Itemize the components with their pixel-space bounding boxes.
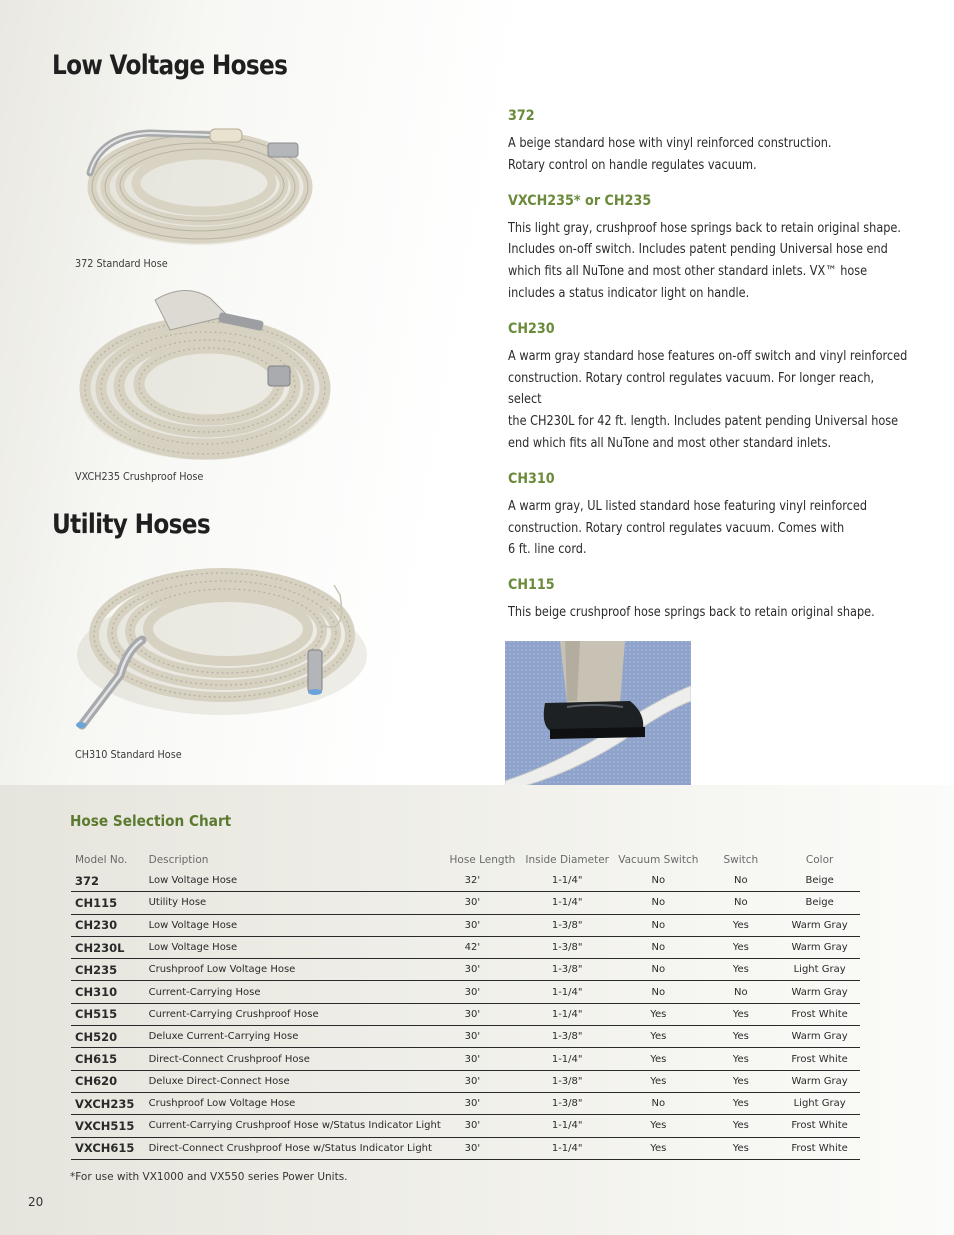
low-voltage-hoses-title: Low Voltage Hoses: [52, 50, 288, 81]
cell-description: Deluxe Current-Carrying Hose: [145, 1026, 445, 1048]
cell-description: Current-Carrying Crushproof Hose: [145, 1003, 445, 1025]
table-body: [71, 870, 860, 1159]
cell-hose-length: 30': [445, 1003, 520, 1025]
cell-switch: No: [702, 870, 779, 892]
cell-vacuum-switch: No: [614, 981, 702, 1003]
cell-color: Light Gray: [779, 959, 860, 981]
product-ch310: [508, 471, 918, 561]
table-row: [71, 1003, 860, 1025]
hose-372-photo: [70, 95, 320, 255]
table-row: [71, 959, 860, 981]
table-row: [71, 1115, 860, 1137]
cell-switch: Yes: [702, 1115, 779, 1137]
cell-vacuum-switch: No: [614, 1092, 702, 1114]
cell-vacuum-switch: Yes: [614, 1003, 702, 1025]
table-row: [71, 1092, 860, 1114]
table-row: [71, 981, 860, 1003]
cell-model: VXCH515: [71, 1115, 145, 1137]
table-row: [71, 1137, 860, 1159]
cell-color: Frost White: [779, 1115, 860, 1137]
product-description: A warm gray standard hose features on-off switch and vinyl reinforced construction. Rotary control regulates vacuum. For longer reach, select the CH230L for 42 ft. length. Includes patent pending Universal hose end which fits all NuTone and most other standard inlets.: [508, 348, 908, 451]
table-row: [71, 892, 860, 914]
cell-vacuum-switch: Yes: [614, 1070, 702, 1092]
cell-inside-diameter: 1-3/8": [520, 936, 614, 958]
product-description: A beige standard hose with vinyl reinforced construction. Rotary control on handle regulates vacuum.: [508, 136, 832, 173]
cell-switch: Yes: [702, 1003, 779, 1025]
cell-vacuum-switch: Yes: [614, 1137, 702, 1159]
cell-inside-diameter: 1-1/4": [520, 1048, 614, 1070]
product-372: [508, 108, 918, 177]
cell-color: Beige: [779, 870, 860, 892]
cell-description: Deluxe Direct-Connect Hose: [145, 1070, 445, 1092]
cell-hose-length: 30': [445, 1026, 520, 1048]
cell-switch: No: [702, 981, 779, 1003]
cell-inside-diameter: 1-3/8": [520, 959, 614, 981]
cell-description: Direct-Connect Crushproof Hose: [145, 1048, 445, 1070]
header-hose-length: Hose Length: [449, 854, 516, 866]
table-row: [71, 1026, 860, 1048]
cell-hose-length: 32': [445, 870, 520, 892]
table-row: [71, 1070, 860, 1092]
cell-hose-length: 42': [445, 936, 520, 958]
cell-color: Frost White: [779, 1137, 860, 1159]
cell-color: Beige: [779, 892, 860, 914]
cell-switch: Yes: [702, 1026, 779, 1048]
product-name: CH310: [508, 470, 555, 487]
cell-color: Frost White: [779, 1003, 860, 1025]
cell-model: CH230: [71, 914, 145, 936]
hose-ch310-photo: [72, 555, 377, 735]
table-row: [71, 870, 860, 892]
table-row: [71, 914, 860, 936]
hose-selection-table: [71, 850, 860, 1160]
cell-hose-length: 30': [445, 1115, 520, 1137]
product-description: This beige crushproof hose springs back to retain original shape.: [508, 605, 875, 621]
cell-switch: Yes: [702, 1048, 779, 1070]
product-description: This light gray, crushproof hose springs back to retain original shape. Includes on-off switch. Includes patent pending Universal hose end which fits all NuTone and most other standard inlets. VX™ hose includes a status indicator light on handle.: [508, 220, 901, 301]
cell-inside-diameter: 1-3/8": [520, 1092, 614, 1114]
cell-vacuum-switch: No: [614, 914, 702, 936]
cell-inside-diameter: 1-1/4": [520, 892, 614, 914]
cell-vacuum-switch: No: [614, 870, 702, 892]
cell-vacuum-switch: Yes: [614, 1026, 702, 1048]
cell-model: CH115: [71, 892, 145, 914]
table-header-row: [71, 850, 860, 870]
cell-inside-diameter: 1-1/4": [520, 981, 614, 1003]
cell-model: CH620: [71, 1070, 145, 1092]
header-inside-diameter: Inside Diameter: [525, 854, 609, 866]
cell-color: Frost White: [779, 1048, 860, 1070]
product-ch230: [508, 321, 918, 455]
cell-hose-length: 30': [445, 959, 520, 981]
cell-switch: No: [702, 892, 779, 914]
cell-description: Current-Carrying Hose: [145, 981, 445, 1003]
cell-inside-diameter: 1-1/4": [520, 1137, 614, 1159]
cell-hose-length: 30': [445, 1048, 520, 1070]
cell-switch: Yes: [702, 1070, 779, 1092]
cell-inside-diameter: 1-1/4": [520, 1003, 614, 1025]
cell-model: CH235: [71, 959, 145, 981]
hose-selection-chart-title: Hose Selection Chart: [70, 812, 232, 830]
cell-switch: Yes: [702, 1092, 779, 1114]
header-switch: Switch: [723, 854, 759, 866]
header-vacuum-switch: Vacuum Switch: [618, 854, 699, 866]
cell-model: VXCH235: [71, 1092, 145, 1114]
cell-model: CH515: [71, 1003, 145, 1025]
cell-vacuum-switch: Yes: [614, 1115, 702, 1137]
cell-vacuum-switch: No: [614, 892, 702, 914]
crushproof-demo-photo: [505, 641, 691, 786]
cell-hose-length: 30': [445, 1070, 520, 1092]
product-name: VXCH235* or CH235: [508, 192, 652, 209]
cell-description: Crushproof Low Voltage Hose: [145, 959, 445, 981]
cell-description: Direct-Connect Crushproof Hose w/Status Indicator Light: [145, 1137, 445, 1159]
cell-model: CH230L: [71, 936, 145, 958]
cell-color: Warm Gray: [779, 981, 860, 1003]
hose-vxch235-photo: [70, 280, 340, 470]
cell-description: Low Voltage Hose: [145, 870, 445, 892]
cell-model: 372: [71, 870, 145, 892]
cell-model: CH615: [71, 1048, 145, 1070]
cell-hose-length: 30': [445, 981, 520, 1003]
cell-vacuum-switch: Yes: [614, 1048, 702, 1070]
header-color: Color: [805, 854, 834, 866]
cell-switch: Yes: [702, 914, 779, 936]
product-description: A warm gray, UL listed standard hose featuring vinyl reinforced construction. Rotary control regulates vacuum. Comes with 6 ft. line cord.: [508, 498, 868, 558]
footnote: *For use with VX1000 and VX550 series Power Units.: [70, 1171, 348, 1183]
cell-hose-length: 30': [445, 892, 520, 914]
header-description: Description: [148, 854, 209, 866]
cell-inside-diameter: 1-1/4": [520, 1115, 614, 1137]
cell-description: Low Voltage Hose: [145, 914, 445, 936]
table-row: [71, 936, 860, 958]
product-name: CH230: [508, 320, 555, 337]
hose-372-caption: 372 Standard Hose: [75, 258, 168, 270]
cell-model: CH520: [71, 1026, 145, 1048]
cell-description: Utility Hose: [145, 892, 445, 914]
cell-color: Warm Gray: [779, 914, 860, 936]
cell-color: Warm Gray: [779, 1070, 860, 1092]
cell-switch: Yes: [702, 959, 779, 981]
cell-inside-diameter: 1-1/4": [520, 870, 614, 892]
cell-model: VXCH615: [71, 1137, 145, 1159]
hose-vxch235-caption: VXCH235 Crushproof Hose: [75, 471, 204, 483]
cell-color: Light Gray: [779, 1092, 860, 1114]
cell-vacuum-switch: No: [614, 936, 702, 958]
cell-hose-length: 30': [445, 914, 520, 936]
cell-switch: Yes: [702, 1137, 779, 1159]
product-vxch235: [508, 193, 918, 305]
cell-hose-length: 30': [445, 1137, 520, 1159]
product-name: 372: [508, 108, 535, 124]
cell-inside-diameter: 1-3/8": [520, 1026, 614, 1048]
cell-model: CH310: [71, 981, 145, 1003]
cell-description: Crushproof Low Voltage Hose: [145, 1092, 445, 1114]
product-descriptions: [508, 108, 918, 640]
cell-inside-diameter: 1-3/8": [520, 1070, 614, 1092]
cell-description: Low Voltage Hose: [145, 936, 445, 958]
cell-color: Warm Gray: [779, 1026, 860, 1048]
utility-hoses-title: Utility Hoses: [52, 509, 210, 540]
cell-inside-diameter: 1-3/8": [520, 914, 614, 936]
cell-vacuum-switch: No: [614, 959, 702, 981]
cell-color: Warm Gray: [779, 936, 860, 958]
cell-description: Current-Carrying Crushproof Hose w/Status Indicator Light: [145, 1115, 445, 1137]
header-model: Model No.: [75, 854, 128, 866]
product-name: CH115: [508, 577, 555, 594]
table-row: [71, 1048, 860, 1070]
product-ch115: [508, 577, 918, 624]
hose-ch310-caption: CH310 Standard Hose: [75, 749, 182, 761]
cell-switch: Yes: [702, 936, 779, 958]
cell-hose-length: 30': [445, 1092, 520, 1114]
page-number: 20: [28, 1195, 44, 1209]
